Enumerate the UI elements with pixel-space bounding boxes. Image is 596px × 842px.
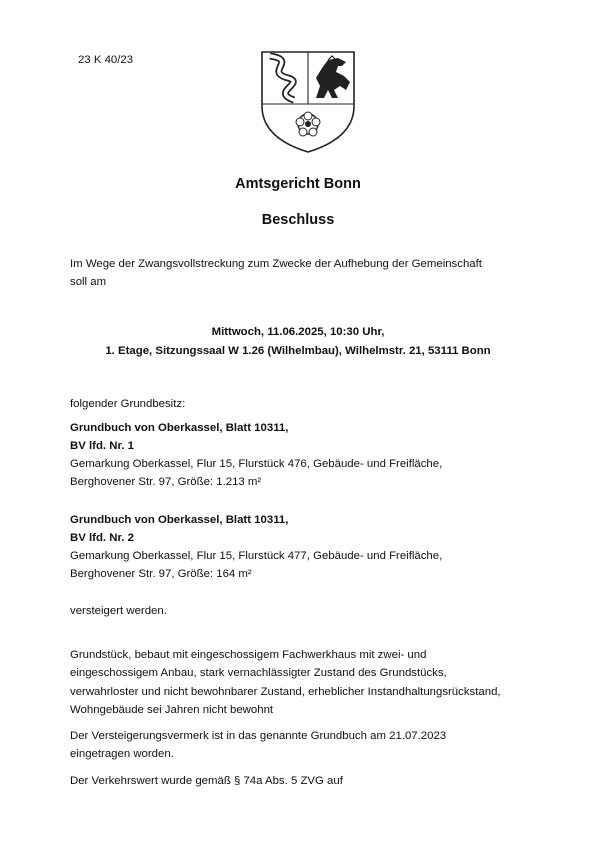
parcel-2-description: Gemarkung Oberkassel, Flur 15, Flurstück 477, Gebäude- und Freifläche, xyxy=(70,550,443,562)
intro-line-1: Im Wege der Zwangsvollstreckung zum Zwecke der Aufhebung der Gemeinschaft xyxy=(70,258,482,270)
appointment-location: 1. Etage, Sitzungssaal W 1.26 (Wilhelmbau), Wilhelmstr. 21, 53111 Bonn xyxy=(105,345,491,357)
appointment-date-time: Mittwoch, 11.06.2025, 10:30 Uhr, xyxy=(211,326,385,338)
parcel-2-item: BV lfd. Nr. 2 xyxy=(70,532,134,544)
parcel-2-address: Berghovener Str. 97, Größe: 164 m² xyxy=(70,568,252,580)
property-intro: folgender Grundbesitz: xyxy=(70,398,186,410)
registration-note-line-1: Der Versteigerungsvermerk ist in das genannte Grundbuch am 21.07.2023 xyxy=(70,730,447,742)
parcel-1-item: BV lfd. Nr. 1 xyxy=(70,440,134,452)
intro-line-2: soll am xyxy=(70,276,107,288)
parcel-1-description: Gemarkung Oberkassel, Flur 15, Flurstück 476, Gebäude- und Freifläche, xyxy=(70,458,443,470)
document-type: Beschluss xyxy=(261,212,335,228)
parcel-2-register: Grundbuch von Oberkassel, Blatt 10311, xyxy=(70,514,289,526)
registration-note-line-2: eingetragen worden. xyxy=(70,748,174,760)
case-number: 23 K 40/23 xyxy=(78,54,134,66)
property-description-line-4: Wohngebäude sei Jahren nicht bewohnt xyxy=(70,704,274,716)
court-name: Amtsgericht Bonn xyxy=(235,176,361,192)
parcel-1-address: Berghovener Str. 97, Größe: 1.213 m² xyxy=(70,476,262,488)
property-description-line-3: verwahrloster und nicht bewohnbarer Zustand, erheblicher Instandhaltungsrückstand, xyxy=(70,686,501,698)
property-description-line-2: eingeschossigem Anbau, stark vernachlässigter Zustand des Grundstücks, xyxy=(70,667,447,679)
auction-phrase: versteigert werden. xyxy=(70,605,167,617)
coat-of-arms-icon xyxy=(258,46,358,156)
property-description-line-1: Grundstück, bebaut mit eingeschossigem Fachwerkhaus mit zwei- und xyxy=(70,649,427,661)
parcel-1-register: Grundbuch von Oberkassel, Blatt 10311, xyxy=(70,422,289,434)
market-value-note: Der Verkehrswert wurde gemäß § 74a Abs. 5 ZVG auf xyxy=(70,775,343,787)
